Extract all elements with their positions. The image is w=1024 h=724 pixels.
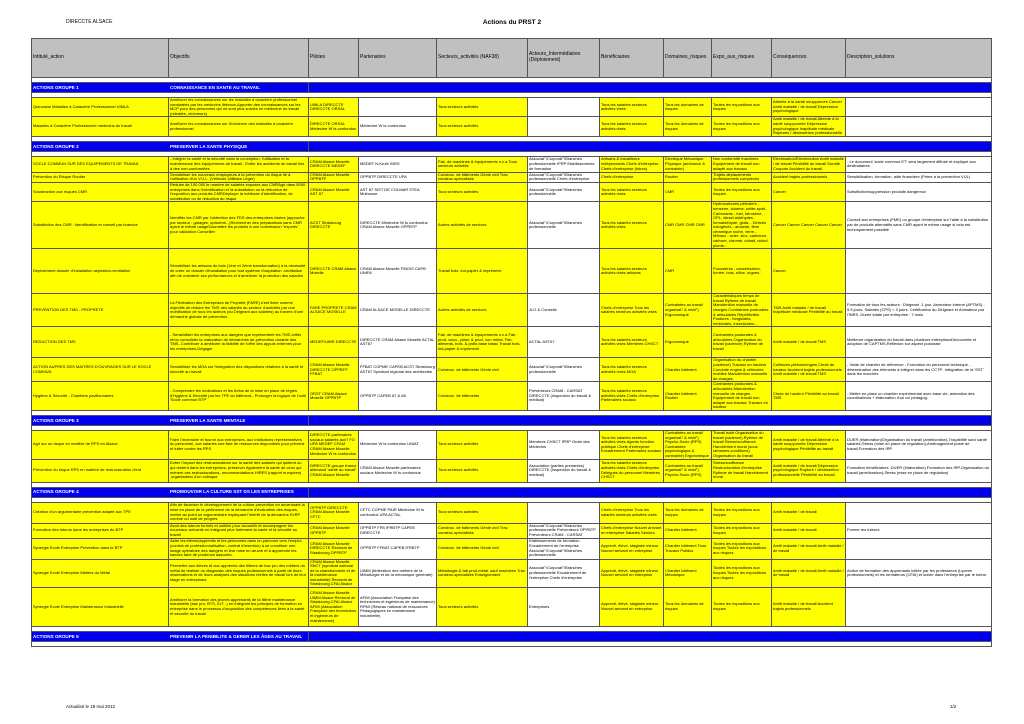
table-cell: Médecine W ts confondus UNIAT — [359, 430, 437, 459]
table-cell: Tous les salariés secteurs activités visés artisans — [600, 249, 664, 294]
table-cell: - Visite de chantier de référence - Formation du personnel technique - détermination des éléments à intégrer dans les CCTP- Intégration de la 'SST' dans les marchés — [846, 358, 992, 382]
table-cell: AFIM (Association Française des techniciens et ingénieurs de maintenance) RPMI (Réseau national de ressources Pédagogiques en maintenance industrielle) — [359, 588, 437, 627]
table-cell — [846, 502, 992, 523]
table-cell: Contraintes posturales & articulaires Organisation du travail (cadence) Rythme de travail — [712, 327, 772, 358]
table-cell: Tous les salariés secteurs activités visés — [600, 182, 664, 201]
table-cell: CRAM Alsace Moselle FIBOIS CAPB UNIFA — [359, 249, 437, 294]
table-cell: Association (parties prenantes) DIRECCTE (inspection du travail & médical) — [528, 459, 600, 482]
group-number: ACTIONS GROUPE 5 — [33, 633, 79, 639]
group-label — [32, 487, 309, 497]
table-row — [32, 327, 992, 358]
col-header: Domaines_risques — [664, 39, 712, 78]
table-cell: - Mettre en place un chantier expérimental avec base vie, animation des coordinateurs + élaboration d'un ccl pédagog. — [846, 382, 992, 411]
table-cell: Prévenieurs CRAM - CARSAT DIRECCTE (inspection du travail & médical) — [528, 382, 600, 411]
table-cell: Tous les salariés secteurs activités visés MOA — [600, 358, 664, 382]
table-cell: Agir sur un risque en matière de RPS en Alsace — [32, 430, 169, 459]
table-cell: DIRECCTE partenaires sociaux salariés aux? FO UPA MEDEF CFAM CRAM Alsace Moselle Médecine W ts confondus — [309, 430, 359, 459]
table-cell: La Fédération des Entreprises de Propreté (FARE) s'est fixée comme objectifs de réduire les TMS des salariés du secteur d'activités par une mobilisation de tous les acteurs (du Dirigeant aux salariés) au travers d'une démarche globale de prévention. — [169, 294, 309, 327]
table-cell: Tous secteurs activités — [437, 588, 528, 627]
group-number: ACTIONS GROUPE 4 — [33, 489, 79, 495]
header-row — [32, 39, 992, 78]
table-cell: UIMLA DIRECCTE DIRECCTE ORSAL — [309, 98, 359, 117]
table-cell: AST 67 SIST DE COLMAR STEA Mulhouse — [359, 182, 437, 201]
table-row — [32, 588, 992, 627]
table-cell: Associat°/Corporat°/Branches professionnelle Encadrement de l'entreprise Chefs d'entreprise — [528, 559, 600, 588]
table-cell: CRAM Alsace Moselle partenaires sociaux Médecine W ts confondus — [359, 459, 437, 482]
table-cell: REDUCTION DES TMS — [32, 327, 169, 358]
table-cell: Membres CHSCT IPRP Ordre des Médecins — [528, 430, 600, 459]
table-cell: Stress/souffrance Restructuration d'entreprise Rythme de travail Harcèlement moral — [712, 459, 772, 482]
table-cell: OPPBTP DIRECCTE UPA — [359, 172, 437, 182]
table-cell: Tous les salariés secteurs activités visés — [600, 202, 664, 249]
table-cell: Construc. de bâtiments Génie civil — [437, 358, 528, 382]
table-cell: Trajets déplacements professionnels complexes — [712, 172, 772, 182]
table-cell: Substitution/suppression produits dangereux — [846, 182, 992, 201]
table-cell — [528, 502, 600, 523]
group-fill — [309, 83, 992, 93]
group-theme: PRESERVER LA SANTE PHYSIQUE — [170, 143, 248, 149]
table-cell: Conseil aux entreprises (PME) ou groupe d'entreprise sur l'aide à la substitution par de produits alternatifs sans CMR ayant le même usage si cela est techniquement possible — [846, 202, 992, 249]
table-cell: Travail isolé Organisation du travail (cadence) Rythme de travail Stress/souffrance Harcèlement moral (sous certaines conditions) Organisation du travail — [712, 430, 772, 459]
table-cell: Non conformité machines Equipement de travail non adapté aux travaux — [712, 156, 772, 172]
table-cell: Amiti maladie / de travail Amiti maladie / de travail — [772, 559, 846, 588]
table-cell: Associat°/Corporat°/Branches professionnelle Préventeurs OPPBTP Préventeurs CRAM - CARSAT — [528, 523, 600, 538]
table-cell: Entreprises — [528, 588, 600, 627]
table-cell — [528, 249, 600, 294]
table-cell: Electrique Mécanique Physique (ambiance & contrainte) — [664, 156, 712, 172]
table-row — [32, 249, 992, 294]
table-cell: CRAM Alsace Moselle DIRECCTE MEDEF — [309, 156, 359, 172]
table-cell — [846, 98, 992, 117]
table-row — [32, 117, 992, 136]
table-cell: Organisation du chantier (cadence) Travaux en hauteur Conduite engins & véhicules mobiles Manutention manuelle de charges — [712, 358, 772, 382]
table-cell: CRAM Alsace Moselle AST 67 — [309, 182, 359, 201]
col-header: Objectifs — [169, 39, 309, 78]
table-cell: Toutes les expositions aux risques — [712, 182, 772, 201]
table-row — [32, 98, 992, 117]
col-header: Intitulé_action — [32, 39, 169, 78]
table-cell: CRAM Alsace Moselle OPPBTP — [309, 172, 359, 182]
table-cell: Tous secteurs activités — [437, 117, 528, 136]
table-cell: CMR CMR CMR CMR — [664, 202, 712, 249]
table-cell: DUER (élaboration)Organisation du travail (amélioration),Traçabilité suivi santé salariés,Stress (mise en place de régulation),Aménagement poste de travail,Formation des IRP — [846, 430, 992, 459]
table-cell: Chantier bâtiment — [664, 523, 712, 538]
table-cell: Construc. de bâtiments Génie civil Trav. construc.spécialisés — [437, 523, 528, 538]
group-label — [32, 415, 309, 425]
table-cell: Construc. de bâtiments Génie civil Trav. construc.spécialisés — [437, 172, 528, 182]
table-cell: Construc. de bâtiments Génie civil — [437, 538, 528, 559]
table-cell: Autres activités de services — [437, 202, 528, 249]
table-cell: Toutes les expositions aux risques — [712, 502, 772, 523]
table-cell: Métallurgie & fab.prod.métal. sauf machines Trav. construc.spécialisés Enseignement — [437, 559, 528, 588]
group-theme: PREVENIR LA PENIBILITE & GERER LES ÂGES AU TRAVAIL — [170, 633, 303, 639]
table-cell: Artisans & travailleurs indépendants Chefs d'entreprise Chefs d'entreprise (futurs) — [600, 156, 664, 172]
table-cell: CMR — [664, 182, 712, 201]
table-cell: Fab. de machines & équipements n.c.a Tous secteurs activités — [437, 156, 528, 172]
table-cell: Formation bénéficiaires ,DUER (élaboration),Formation des IRP,Organisation du travail (amélioration),Stress (mise en place de régulation) — [846, 459, 992, 482]
table-cell: DIRECCTE Médecine W ts confondus CRAM Alsace Moselle OPPBTP — [359, 202, 437, 249]
table-cell: Eviter l'impact des restructurations sur la santé des salariés qui quittent ou qui restent dans les entreprises- préserver également la santé de ceux qui mènent ces restructurations- recommandations HIRES (rapport européen) ,organisation d'un colloque — [169, 459, 309, 482]
col-header: Partenaires — [359, 39, 437, 78]
table-cell: Tous les salariés secteurs activités visés Chefs d'entreprise Partenaires sociaux — [600, 382, 664, 411]
table-cell: FARE PROPRETE CRAM ALSACE MOSELLE — [309, 294, 359, 327]
table-cell: SOCLE COMMUN SUR DES EQUIPEMENTS DE TRAVAIL — [32, 156, 169, 172]
table-cell: Tous les salariés secteurs activités visés Agents fonction publique Chefs d'entreprise Encadrement Partenaires sociaux — [600, 430, 664, 459]
table-cell: UIMM (fédération des métiers de la Métallurgie et de la mécanique générale) — [359, 559, 437, 588]
table-cell: Collisions piétons/engins Chute de hauteur Accident trajets professionnels Amiti maladie / de travail TMS — [772, 358, 846, 382]
group-number: ACTIONS GROUPE 3 — [33, 417, 79, 423]
table-cell: CRAM Alsace Moselle OPPBTP — [309, 523, 359, 538]
group-header-row — [32, 141, 992, 151]
table-cell: DIRECCTE ORSAL Médecine W ts confondus — [309, 117, 359, 136]
table-cell: CMR — [664, 249, 712, 294]
table-cell: Sensibiliser les nouveaux employeurs à la prévention du risque lié à l'utilisation d'un V.U.L. (Véhicule Utilitaire Léger) — [169, 172, 309, 182]
table-cell: OPPBTP FFB IFRBTP CAPEB DIRECCTE — [359, 523, 437, 538]
table-cell: Réduire de 100 000 le nombre de salariés exposés aux CMRAgir dans 5000 entreprises dans l'identification et la substitution ou la réduction de l'exposition aux produits CMRDéployer la méthode d'identification, de substitution ou de réduction du risque — [169, 182, 309, 201]
table-cell: Soustraction aux risques CMR — [32, 182, 169, 201]
group-fill — [309, 487, 992, 497]
table-cell: Tous les domaines de risques — [664, 502, 712, 523]
table-cell: Toutes les expositions aux risques — [712, 523, 772, 538]
group-theme: PROMOUVOIR LA CULTURE SST DS LES ENTREPRISES — [170, 489, 294, 495]
col-header: Bénéficiaires — [600, 39, 664, 78]
table-cell: Tous les domaines de risques — [664, 98, 712, 117]
table-cell: DIRECCTE CRAM Alsace Moselle — [309, 249, 359, 294]
table-cell — [359, 98, 437, 117]
table-cell: Apprenti, élève, stagiaire mineur Nouvel arrivant en entreprise — [600, 588, 664, 627]
table-cell: OPPBTP CAPEB 67 & 68 — [359, 382, 437, 411]
table-cell: - Le document 'socle commun ET' sera largement diffusé et expliqué aux destinataires. — [846, 156, 992, 172]
table-cell: Chefs d'entreprise Tous les salariés secteurs activités visés — [600, 294, 664, 327]
table-cell: Sensibiliser les artisans du bois (1ère et 2ème transformation) à la nécessité de créer un dossier d'installation pour tout système d'aspiration -ventilation afin de maintenir ses performances et d'améliorer la protection des salariés — [169, 249, 309, 294]
table-cell: Amiti maladie / de travail Atteinte à la santé soupçonnée Dépression psychologique Pénibilité au travail — [772, 430, 846, 459]
table-cell: Maladies à Caractère Professionnel médecins du travail — [32, 117, 169, 136]
table-cell: Prévention du risque RPS en matière de restructuration d'ent — [32, 459, 169, 482]
table-cell: Améliorer les connaissances sur l'incidence des maladies à caractère professionnel — [169, 117, 309, 136]
group-number: ACTIONS GROUPE 2 — [33, 143, 79, 149]
table-cell: OPPBTP DIRECCTE CRAM Alsace Moselle CFTC — [309, 502, 359, 523]
table-cell: Création d'un argumentaire prévention adapté aux TPE — [32, 502, 169, 523]
table-cell: Meilleure organisation du travail dans plusieurs entreprisesDécouverte et adoption de CAPTMS,Réflexion sur aspect posturale — [846, 327, 992, 358]
col-header: Acteurs_Intermédiaires (Déploiement) — [528, 39, 600, 78]
table-cell: MEDEF N-Kruth INRS — [359, 156, 437, 172]
table-cell: OPPBTP FFBAT CAPEB IFRBTP — [359, 538, 437, 559]
table-cell: Tous secteurs activités — [437, 502, 528, 523]
table-cell: Apprenti, élève, stagiaire mineur Nouvel arrivant en entreprise — [600, 538, 664, 559]
table-cell: CRAM Alsace Moselle DIRECCTE OPPBTP FFBAT — [309, 358, 359, 382]
spacer-row — [32, 642, 992, 647]
table-cell: Amiti maladie / de travail TMS — [772, 327, 846, 358]
table-cell: Amiti maladie / de travail Atteinte à la santé soupçonnée Dépression psychologique Inaptitude médicale Ruptures / désinsertion professionnelle — [772, 117, 846, 136]
table-cell: Déploiement dossier d'installation aspiration-ventilation — [32, 249, 169, 294]
table-cell: Cancer Cancer Cancer Cancer Cancer — [772, 202, 846, 249]
table-cell: Substitution des CMR : identification et conseil par branche — [32, 202, 169, 249]
table-row — [32, 182, 992, 201]
table-cell: ACST Strasbourg DIRECCTE — [309, 202, 359, 249]
group-fill — [309, 415, 992, 425]
table-cell: Cancer — [772, 249, 846, 294]
group-label — [32, 83, 309, 93]
page-number: 1/2 — [950, 704, 957, 709]
group-label — [32, 632, 309, 642]
table-cell: - Sensibiliser les entreprises aux dangers que représentent les TMS-Initier et/ou consolider la maturation de démarches de prévention durable des TMS- Contribuer à améliorer la lisibilité de l'offre des appuis externes pour les entreprises-Dégager — [169, 327, 309, 358]
update-date: Actualisé le 18 mai 2012 — [66, 704, 116, 709]
table-cell — [846, 249, 992, 294]
group-theme: PRESERVER LA SANTE MENTALE — [170, 417, 246, 423]
col-header: Description_solutions — [846, 39, 992, 78]
table-cell — [846, 588, 992, 627]
table-cell: Action de formation des apprenants initiée par les professeurs (Lycées professionnels) et les formateurs (CFAI) et suivie dans l'entreprise par le tuteur — [846, 559, 992, 588]
table-body — [32, 78, 992, 647]
table-cell: Amiti maladie / de travail — [772, 523, 846, 538]
table-cell: CRAM Alsace Moselle DIRECCTE Rectorat de Strasbourg OPPBTP — [309, 538, 359, 559]
table-cell: Prévention du Risque Routier — [32, 172, 169, 182]
table-row — [32, 382, 992, 411]
table-cell: Accident trajets professionnels — [772, 172, 846, 182]
table-cell: Tous les salariés secteurs activités visés Chefs d'entreprise Délégués du personnel Membres CHSCT — [600, 459, 664, 482]
table-cell: Electrisation/Electrocution Amiti maladie / de travail Pénibilité au travail Surdité Coupure Accident du travail — [773, 156, 844, 171]
group-header-row — [32, 415, 992, 425]
table-cell: Sensibilisation, formation, aide financière (Prime à la prévention VUL) — [846, 172, 992, 182]
table-cell: Etablissements de formation Encadrement de l'entreprise Associat°/Corporat°/Branches professionnelle — [528, 538, 600, 559]
table-cell: Associat°/Corporat°/Branches professionnelle IPRP Etablissements de formation — [528, 156, 600, 172]
table-cell: Amiti maladie / de travail Dépression psychologique Rupture / désinsertion professionnelle Pénibilité au travail — [772, 459, 846, 482]
table-cell — [846, 538, 992, 559]
table-row — [32, 294, 992, 327]
actions-table — [31, 38, 992, 647]
table-cell: Chefs d'entreprise Nouvel arrivant en entreprise Salariés Seniors — [600, 523, 664, 538]
region-label: DIRECCTE ALSACE — [66, 19, 113, 25]
group-header-row — [32, 487, 992, 497]
group-theme: CONNAISSANCE EN SANTE AU TRAVAIL — [170, 84, 261, 90]
table-cell: Contraintes au travail organisat° & relat°) Psycho-Socio (RPS) — [664, 459, 712, 482]
table-cell: Tous les salariés secteurs activités visés — [600, 117, 664, 136]
table-cell — [846, 117, 992, 136]
table-cell: Associat°/Corporat°/Branches professionnelle Chefs d'entreprise — [528, 172, 600, 182]
table-cell: Contraintes au travail organisat° & relat°) Ergonomique — [664, 294, 712, 327]
col-header: Pilotes — [309, 39, 359, 78]
table-cell: Apprenti, élève, stagiaire mineur Nouvel arrivant en entreprise — [600, 559, 664, 588]
table-cell: Hygiène & Sécurité - Chantiers pavillonnaires — [32, 382, 169, 411]
table-cell: ACTION AUPRES DES MAITRES D'OUVRAGES SUR LE SOCLE COMMUN — [32, 358, 169, 382]
table-cell: CFTC CGPME PAIR Médecine W ts confondus UPA ACTAL — [359, 502, 437, 523]
table-cell: Aider les élèves/apprentis et les personnes dans un parcours vers l'emploi (contrat de professionnalisation, contrat d'insertion) à se constituer une image opératoire des dangers et leur mise en œuvre et à apprendre les savoirs faire de prudence associés. — [169, 538, 309, 559]
table-cell: - Intégrer la santé et la sécurité dans la conception, l'utilisation et la maintenance des équipements de travail - Eviter les accidents du travail liés à des non-conformités — [169, 156, 309, 172]
table-cell: Ergonomique — [664, 327, 712, 358]
table-cell: Toutes les expositions aux risques — [712, 98, 772, 117]
table-cell: Poussières - cancérisation, fumée, bois, silice, orgnes.. — [712, 249, 772, 294]
group-header-row — [32, 632, 992, 642]
table-cell: Améliorer les connaissances sur les maladies à caractère professionnel constatées par les médecins libéraux-Apporter des connaissances sur les MCP pour des personnes qui ne sont plus suivies en médecine du travail (retraités, chômeurs) — [169, 98, 309, 117]
page-title: Actions du PRST 2 — [482, 19, 542, 26]
table-cell: Autres activités de services — [437, 294, 528, 327]
table-cell — [528, 117, 600, 136]
table-cell: Synergie Ecole Entreprise Prévention dans le BTP — [32, 538, 169, 559]
table-cell: ACTAL AST67 — [528, 327, 600, 358]
table-cell: Synergie Ecole Entreprise Métiers du Métal — [32, 559, 169, 588]
table-cell: Tous les domaines de risques — [664, 588, 712, 627]
table-cell: Former les tuteurs — [846, 523, 992, 538]
table-cell: Faire l'inventaire et fournir aux entreprises, aux institutions représentatives du personnel, aux salariés une liste de ressources disponibles pour prévenir et lutter contre les RPS — [169, 430, 309, 459]
table-row — [32, 559, 992, 588]
table-cell: Cancer — [772, 182, 846, 201]
table-cell: JLO & Conseils — [528, 294, 600, 327]
table-cell: Amiti maladie / de travail — [772, 502, 846, 523]
table-cell: Chantier bâtiment — [664, 358, 712, 382]
table-row — [32, 172, 992, 182]
group-fill — [309, 632, 992, 642]
table-row — [32, 156, 992, 172]
table-cell: - Comprendre les motivations et les freins de la mise en place de règles d'Hygiène & Sécurité par les TPE du bâtiment,- Prolonger la logique de l'outil 'Socle commun BTP' — [169, 382, 309, 411]
table-cell: Atteinte à la santé soupçonnée Cancer Amiti maladie / de travail Dépression psychologique — [772, 98, 846, 117]
table-cell: CRAM ALSACE MOSELLE DIRECCTE — [359, 294, 437, 327]
table-row — [32, 358, 992, 382]
table-row — [32, 202, 992, 249]
col-header: Conséquences — [772, 39, 846, 78]
col-header: Secteurs_activités (NAF38) — [437, 39, 528, 78]
table-cell: Amiti maladie / de travail Amiti maladie / de travail — [772, 538, 846, 559]
table-cell: FFBAT CGPME CAPEB ACST Strasbourg AST67 Syndicat régional des architectes — [359, 358, 437, 382]
table-cell: Chefs d'entreprise — [600, 172, 664, 182]
table-cell: Associat°/Corporat°/Branches professionnelle — [528, 202, 600, 249]
table-cell: Contraintes au travail organisat° & relat°) Psycho-Socio (RPS) Contraintes psychologique & contrainte) Ergonomique — [664, 430, 712, 459]
table-cell: Améliorer la formation des jeunes apprenants de la filière maintenance industrielle (bac pro, BTS, IUT...) en intégrant les principes de formation en entreprise dans le processus d'acquisition des compétences liées à la santé et sécurité du travail — [169, 588, 309, 627]
table-cell: Tous secteurs activités — [437, 459, 528, 482]
table-cell: Chefs d'entreprise Tous les salariés secteurs activités visés — [600, 502, 664, 523]
table-cell: TMS Amiti maladie / de travail Inaptitude médicale Pénibilité au travail — [772, 294, 846, 327]
table-cell: Associat°/Corporat°/Branches professionnelle — [528, 182, 600, 201]
spacer-cell — [32, 642, 992, 647]
table-cell: Fab. de machines & équipements n.c.a Fab. prod. caou., plast. & prod. non métal. Fab. aliments, bois. & prdts base tabac Travail bois, ind.papier & imprimerie — [437, 327, 528, 358]
table-cell: Chantier bâtiment Routier — [664, 382, 712, 411]
table-cell: Toutes les expositions aux risques — [712, 117, 772, 136]
table-row — [32, 430, 992, 459]
table-cell: Synergie Ecole Entreprise Maintenance Industrielle — [32, 588, 169, 627]
table-cell: Permettre aux élèves et aux apprentis des filières de bac pro des métiers du métal de réaliser un diagnostic des risques professionnels à partir de leurs observations et de leurs analyses des situations réelles de travail lors de leur stage en entreprises. — [169, 559, 309, 588]
table-cell: Toutes les expositions aux risques Toutes les expositions aux risques — [712, 538, 772, 559]
table-cell — [528, 98, 600, 117]
table-cell: Avoir des tuteurs formés et outillés pour accueillir et accompagner les nouveaux arrivants en intégrant plus fortement la santé et la sécurité au travail — [169, 523, 309, 538]
table-cell: ORST CRAM Alsace Moselle OPPBTP — [309, 382, 359, 411]
table-cell: Caractéristiques temps de travail Rythme de travail Manutention manuelle de charges Contraintes posturales & articulaires Répétitivités Postures - fongicides, herbicides, insecticides... — [712, 294, 772, 327]
table-cell: Toutes les expositions aux risques — [712, 588, 772, 627]
table-cell: Chantier bâtiment Tous Travaux Publics — [664, 538, 712, 559]
table-cell: Tous les salariés secteurs activités visés Membres CHSCT — [600, 327, 664, 358]
col-header: Expo_aux_risques — [712, 39, 772, 78]
table-cell: Chute de hauteur Pénibilité au travail TMS — [772, 382, 846, 411]
table-cell: Travail bois, ind.papier & imprimerie — [437, 249, 528, 294]
table-cell: CRAM Alsace Moselle SNCT (syndicat national de la chaudronnerie et de la maintenance industrielle) Rectorat de Strasbourg CFAI Alsace — [309, 559, 359, 588]
table-cell: Médecine W ts confondus — [359, 117, 437, 136]
table-cell: Tous secteurs activités — [437, 430, 528, 459]
table-cell: Toutes les expositions aux risques Toutes les expositions aux risques — [712, 559, 772, 588]
table-cell: DIRECCTE groupe franco allemand 'santé au travail' CRAM Alsace Moselle — [309, 459, 359, 482]
table-cell: Contraintes posturales & articulaires Manutention manuelle de charges Equipement de travail non adapté aux travaux Travaux en hauteur — [712, 382, 772, 411]
group-label — [32, 141, 309, 151]
table-cell: Identifier les CMR par l'obtention des FDS des entreprises visées (approche par secteur : garages, opticiens...)Rechercher des préparations sans CMR ayant le même usageSoumettre les produits à une commission "experts" pour validation Conseiller — [169, 202, 309, 249]
table-cell: Associat°/Corporat°/Branches professionnelle — [528, 358, 600, 382]
table-cell: Sensibiliser les MOA sur l'intégration des dispositions relatives à la santé et sécurité au travail — [169, 358, 309, 382]
table-cell: Afin de favoriser le développement de la culture prévention en accentuant la mise en place de la pertinence de la démarche d'évaluation des risques, mettre au point un argumentaire expliquant l'intérêt de la démarche EvRP comme un outil de progrès — [169, 502, 309, 523]
table-cell: PREVENTION DES TMS - PROPRETE — [32, 294, 169, 327]
table-cell: Quinzaine Maladies à Caractère Professionnel UIMLA — [32, 98, 169, 117]
table-cell: Formation des tuteurs dans les entreprises du BTP — [32, 523, 169, 538]
table-cell: Tous secteurs activités — [437, 98, 528, 117]
table-cell: Hydrocarbures pétroliers - benzène, toluène, white-spirit.. Carburants - fuel, kérosène, GPL, diesel aldéhydes - formaldéhyde, gluta... Dérivés halogénés - amiante, fibre céramique roche, verre... Métaux - acier, zinc, cadmium, carbure, chrome, cobalt, nickel, plomb... — [712, 202, 772, 249]
table-cell: Tous les domaines de risques — [664, 117, 712, 136]
table-cell: MEDEF/UIBR DIRECCTE — [309, 327, 359, 358]
group-fill — [309, 141, 992, 151]
table-cell: Formation de tous les acteurs : Dirigeant -1 jour. Animateur interne (APTMS) - 5.5 jours, Salariés (CPS) < 3 jours. Certification du Dirigeant et Animateur par l'INRS. Durée totale par entreprise : 7 mois — [846, 294, 992, 327]
table-cell: Chantier bâtiment Mécanique — [664, 559, 712, 588]
table-row — [32, 538, 992, 559]
group-header-row — [32, 83, 992, 93]
table-row — [32, 459, 992, 482]
table-row — [32, 523, 992, 538]
table-cell: CRAM Alsace Moselle UIMM Alsace Rectorat de Strasbourg CFAI Alsace AFIM (Association Française des techniciens et ingénieurs de maintenance) — [309, 588, 359, 627]
table-cell: DIRECCTE CRAM Alsace Moselle ACTAL AST67 — [359, 327, 437, 358]
table-cell: Amiti maladie / de travail Accident trajets professionnels — [772, 588, 846, 627]
table-cell: Tous les salariés secteurs activités visés — [600, 98, 664, 117]
table-row — [32, 502, 992, 523]
table-cell: Routier — [664, 172, 712, 182]
group-number: ACTIONS GROUPE 1 — [33, 84, 79, 90]
table-cell: Construc. de bâtiments — [437, 382, 528, 411]
table-cell: Tous secteurs activités — [437, 182, 528, 201]
